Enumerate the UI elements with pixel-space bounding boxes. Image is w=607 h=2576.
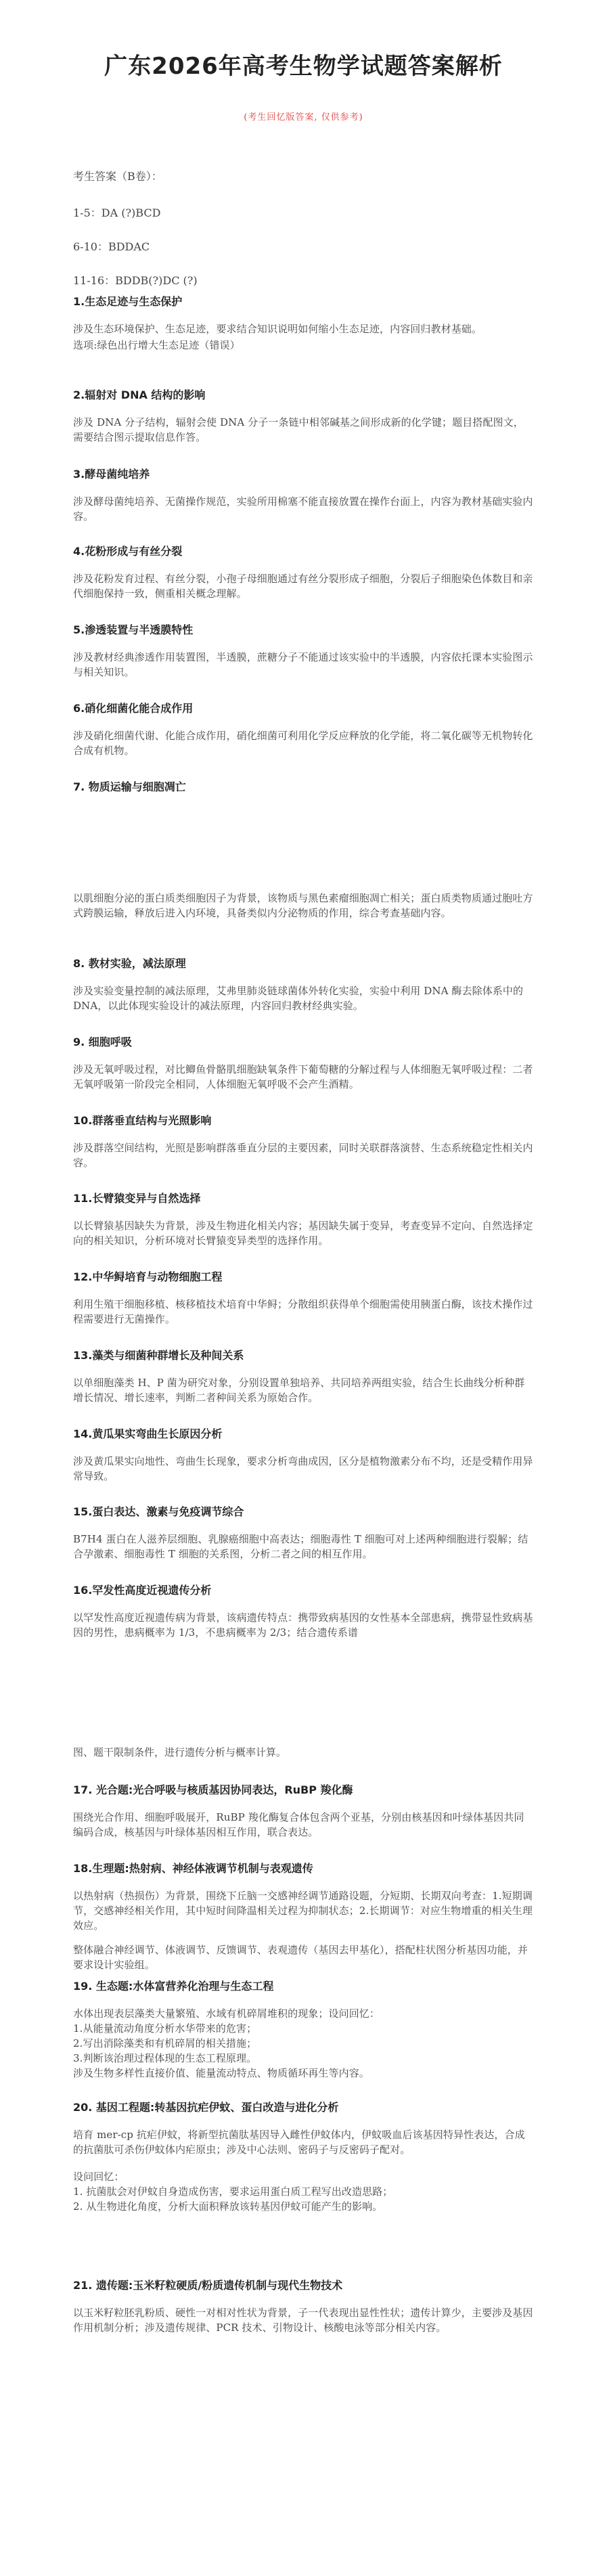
section-title: 16.罕发性高度近视遗传分析	[73, 1584, 212, 1597]
section-16	[73, 1583, 533, 1640]
section-title: 9. 细胞呼吸	[73, 1036, 132, 1048]
section-text: 涉及教材经典渗透作用装置图，半透膜，蔗糖分子不能通过该实验中的半透膜，内容依托课本实验图示与相关知识。	[73, 651, 533, 678]
section-title: 12.中华鲟培育与动物细胞工程	[73, 1270, 223, 1283]
section-title: 21. 遗传题:玉米籽粒硬质/粉质遗传机制与现代生物技术	[73, 2279, 343, 2292]
page-subtitle: (考生回忆版答案, 仅供参考)	[244, 112, 363, 123]
section-text: 利用生殖干细胞移植、核移植技术培育中华鲟；分散组织获得单个细胞需使用胰蛋白酶，该技术操作过程需要进行无菌操作。	[73, 1298, 533, 1325]
section-text: 以单细胞藻类 H、P 菌为研究对象，分别设置单独培养、共同培养两组实验，结合生长曲线分析种群增长情况、增长速率，判断二者种间关系为原始合作。	[73, 1377, 525, 1404]
section-title: 10.群落垂直结构与光照影响	[73, 1114, 212, 1127]
section-14	[73, 1427, 533, 1484]
section-title: 4.花粉形成与有丝分裂	[73, 545, 183, 558]
section-title: 6.硝化细菌化能合成作用	[73, 702, 194, 715]
section-13	[73, 1348, 533, 1405]
section-text: 设问回忆： 1. 抗菌肽会对伊蚊自身造成伤害，要求运用蛋白质工程写出改造思路； 2. 从生物进化角度，分析大面积释放该转基因伊蚊可能产生的影响。	[73, 2171, 393, 2213]
answer-line: 11-16：BDDB(?)DC (?)	[73, 274, 198, 287]
section-text: 涉及花粉发育过程、有丝分裂，小孢子母细胞通过有丝分裂形成子细胞，分裂后子细胞染色体数目和亲代细胞保持一致，侧重相关概念理解。	[73, 573, 533, 600]
section-title: 3.酵母菌纯培养	[73, 468, 150, 481]
section-text: 围绕光合作用、细胞呼吸展开，RuBP 羧化酶复合体包含两个亚基，分别由核基因和叶绿体基因共同编码合成，核基因与叶绿体基因相互作用，联合表达。	[73, 1811, 524, 1838]
section-text: 涉及实验变量控制的减法原理，艾弗里肺炎链球菌体外转化实验，实验中利用 DNA 酶去除体系中的 DNA，以此体现实验设计的减法原理，内容回归教材经典实验。	[73, 985, 524, 1012]
section-title: 5.渗透装置与半透膜特性	[73, 623, 194, 636]
section-text: 水体出现表层藻类大量繁殖、水域有机碎屑堆积的现象；设问回忆： 1.从能量流动角度分析水华带来的危害； 2.写出消除藻类和有机碎屑的相关措施； 3.判断该治理过程体现的生态工程原理。 涉及生物多样性直接价值、能量流动特点、物质循环再生等内容。	[73, 2007, 380, 2079]
section-10	[73, 1113, 533, 1170]
section-21	[73, 2278, 533, 2335]
section-18	[73, 1861, 533, 1972]
section-title: 14.黄瓜果实弯曲生长原因分析	[73, 1427, 223, 1440]
section-15	[73, 1505, 533, 1561]
section-16-continued: 图、题干限制条件，进行遗传分析与概率计算。	[73, 1746, 287, 1758]
answer-line: 1-5：DA (?)BCD	[73, 206, 161, 219]
section-title: 7. 物质运输与细胞凋亡	[73, 780, 186, 793]
section-text: 选项:绿色出行增大生态足迹（错误）	[73, 339, 240, 351]
section-7	[73, 780, 533, 920]
section-11	[73, 1191, 533, 1248]
section-2	[73, 388, 533, 445]
section-title: 2.辐射对 DNA 结构的影响	[73, 388, 206, 401]
section-title: 1.生态足迹与生态保护	[73, 295, 183, 308]
section-text: 涉及生态环境保护、生态足迹，要求结合知识说明如何缩小生态足迹，内容回归教材基础。	[73, 323, 482, 335]
section-text: 涉及酵母菌纯培养、无菌操作规范，实验所用棉塞不能直接放置在操作台面上，内容为教材基础实验内容。	[73, 495, 533, 523]
section-20	[73, 2100, 533, 2214]
answer-line: 6-10：BDDAC	[73, 240, 150, 253]
section-8	[73, 956, 533, 1013]
section-6	[73, 701, 533, 758]
section-text: 以热射病（热损伤）为背景，围绕下丘脑一交感神经调节通路设题，分短期、长期双向考查：1.短期调节，交感神经相关作用，其中短时间降温相关过程为抑制状态；2.长期调节：对应生物增重的相关生理效应。	[73, 1890, 533, 1932]
section-title: 18.生理题:热射病、神经体液调节机制与表观遗传	[73, 1862, 313, 1875]
answer-label: 考生答案（B卷）：	[73, 170, 162, 183]
section-title: 15.蛋白表达、激素与免疫调节综合	[73, 1505, 244, 1518]
section-19	[73, 1979, 533, 2081]
section-text: 以玉米籽粒胚乳粉质、硬性一对相对性状为背景，子一代表现出显性性状；遗传计算少，主要涉及基因作用机制分析；涉及遗传规律、PCR 技术、引物设计、核酸电泳等部分相关内容。	[73, 2307, 533, 2334]
section-12	[73, 1270, 533, 1327]
section-text: 涉及 DNA 分子结构，辐射会使 DNA 分子一条链中相邻碱基之间形成新的化学键；题目搭配图文，需要结合图示提取信息作答。	[73, 416, 524, 443]
page-title: 广东2026年高考生物学试题答案解析	[104, 53, 503, 80]
answer-block	[73, 171, 533, 309]
section-3	[73, 467, 533, 524]
section-17	[73, 1783, 533, 1840]
section-title: 19. 生态题:水体富营养化治理与生态工程	[73, 1980, 274, 1993]
section-9	[73, 1035, 533, 1092]
section-title: 13.藻类与细菌种群增长及种间关系	[73, 1349, 244, 1362]
section-text: 以肌细胞分泌的蛋白质类细胞因子为背景，该物质与黑色素瘤细胞凋亡相关；蛋白质类物质通过胞吐方式跨膜运输，释放后进入内环境，具备类似内分泌物质的作用，综合考查基础内容。	[73, 892, 533, 919]
section-text: 以长臂猿基因缺失为背景，涉及生物进化相关内容；基因缺失属于变异，考查变异不定向、自然选择定向的相关知识，分析环境对长臂猿变异类型的选择作用。	[73, 1220, 533, 1247]
section-text: B7H4 蛋白在人滋养层细胞、乳腺癌细胞中高表达；细胞毒性 T 细胞可对上述两种细胞进行裂解；结合孕激素、细胞毒性 T 细胞的关系图，分析二者之间的相互作用。	[73, 1533, 529, 1560]
section-1	[73, 294, 533, 353]
section-text: 以罕发性高度近视遗传病为背景，该病遗传特点：携带致病基因的女性基本全部患病，携带显性致病基因的男性，患病概率为 1/3，不患病概率为 2/3；结合遗传系谱	[73, 1612, 533, 1639]
section-5	[73, 623, 533, 680]
section-title: 20. 基因工程题:转基因抗疟伊蚊、蛋白改造与进化分析	[73, 2101, 339, 2114]
section-title: 17. 光合题:光合呼吸与核质基因协同表达，RuBP 羧化酶	[73, 1783, 353, 1796]
section-text: 培育 mer-cp 抗疟伊蚊，将新型抗菌肽基因导入雌性伊蚊体内，伊蚊吸血后该基因特异性表达，合成的抗菌肽可杀伤伊蚊体内疟原虫；涉及中心法则、密码子与反密码子配对。	[73, 2129, 525, 2156]
section-text: 涉及无氧呼吸过程，对比鲫鱼骨骼肌细胞缺氧条件下葡萄糖的分解过程与人体细胞无氧呼吸过程：二者无氧呼吸第一阶段完全相同，人体细胞无氧呼吸不会产生酒精。	[73, 1063, 533, 1090]
section-text: 整体融合神经调节、体液调节、反馈调节、表观遗传（基因去甲基化），搭配柱状图分析基因功能，并要求设计实验组。	[73, 1944, 529, 1971]
section-title: 8. 教材实验，减法原理	[73, 957, 186, 970]
section-text: 涉及群落空间结构，光照是影响群落垂直分层的主要因素，同时关联群落演替、生态系统稳定性相关内容。	[73, 1142, 533, 1169]
section-text: 涉及黄瓜果实向地性、弯曲生长现象，要求分析弯曲成因，区分是植物激素分布不均，还是受精作用异常导致。	[73, 1455, 533, 1482]
section-title: 11.长臂猿变异与自然选择	[73, 1192, 201, 1205]
section-text: 涉及硝化细菌代谢、化能合成作用，硝化细菌可利用化学反应释放的化学能，将二氧化碳等无机物转化合成有机物。	[73, 730, 533, 757]
section-4	[73, 544, 533, 601]
